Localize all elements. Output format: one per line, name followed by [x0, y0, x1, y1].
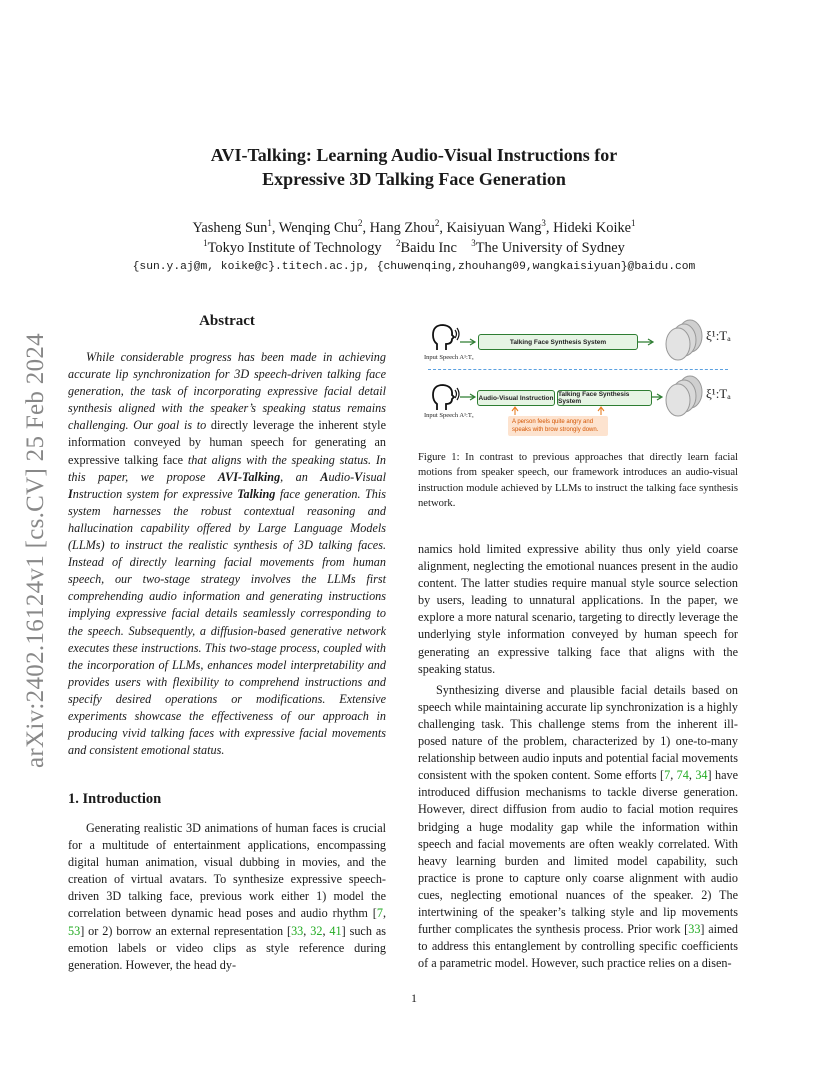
talking-face-system-box-bottom: Talking Face Synthesis System [557, 390, 652, 406]
output-expression-bottom: ξ¹:Tₐ [706, 386, 731, 401]
figure-1-caption: Figure 1: In contrast to previous approaches that directly learn facial motions from speaker speech, our framework introduces an audio-visual instruction module achieved by LLMs to instruct the talking face synthesis network. [418, 452, 738, 510]
author-emails: {sun.y.aj@m, koike@c}.titech.ac.jp, {chuwenqing,zhouhang09,wangkaisiyuan}@baidu.com [132, 261, 696, 273]
title-line-2: Expressive 3D Talking Face Generation [262, 169, 566, 189]
intro-paragraph-2: Synthesizing diverse and plausible facial details based on speech while maintaining accurate lip synchronization is a highly challenging task. This challenge stems from the inherent ill-posed nature of the problem, characterized by 1) one-to-many relationship between audio inputs and potential facial movements consistent with the spoken content. Some efforts [7, 74, 34] have introduced diffusion mechanisms to tackle diverse generation. However, direct diffusion from audio to facial motion requires bridging a huge modality gap while the information within speech and facial movements are often weakly correlated. With heavy learning burden and limited model capability, such practice is prone to capture only coarse alignment with audio cues, neglecting emotional nuances of the speaker. 2) The intertwining of the speaker’s talking style and lip movements further complicates the synthesis process. Prior work [33] aimed to address this entanglement by controlling specific coefficients of a parametric model. However, such practice relies on a disen- [418, 682, 739, 971]
abstract-heading: Abstract [199, 313, 255, 329]
abstract-text: While considerable progress has been made in achieving accurate lip synchronization for 3D speech-driven talking face generation, the task of incorporating expressive facial detail synthesis aligned with the speaker’s speaking status remains challenging. Our goal is to directly leverage the inherent style information conveyed by human speech for generating an expressive talking face that aligns with the speaking status. In this paper, we propose AVI-Talking, an Audio-Visual Instruction system for expressive Talking face generation. This system harnesses the robust contextual reasoning and hallucination capability offered by Large Language Models (LLMs) to instruct the realistic synthesis of 3D talking faces. Instead of directly learning facial movements from human speech, our two-stage strategy involves the LLMs first comprehending audio information and generating instructions implying expressive facial details seamlessly corresponding to the speech. Subsequently, a diffusion-based generative network executes these instructions. This two-stage process, coupled with the incorporation of LLMs, enhances model interpretability and provides users with flexibility to comprehend instructions and specify desired operations or modifications. Extensive experiments showcase the effectiveness of our approach in producing vivid talking faces with expressive facial movements and consistent emotional status. [68, 350, 387, 758]
instruction-example-note: A person feels quite angry and speaks with brow strongly down. [508, 416, 608, 436]
title-line-1: AVI-Talking: Learning Audio-Visual Instructions for [210, 145, 618, 165]
output-expression-top: ξ¹:Tₐ [706, 328, 731, 343]
arrow-up-icon [510, 406, 520, 416]
3d-face-mesh-icon [664, 370, 704, 420]
page-number: 1 [411, 991, 417, 1005]
figure-1 [418, 314, 738, 446]
introduction-body-right [418, 541, 738, 972]
arrow-icon [638, 338, 656, 346]
arrow-icon [460, 338, 478, 346]
arrow-icon [460, 393, 478, 401]
arrow-up-icon [596, 406, 606, 416]
speaker-head-icon [426, 380, 460, 414]
input-speech-label-top: Input Speech A¹:Tₐ [424, 354, 474, 361]
affiliation-list: $^1$Tokyo Institute of Technology $^2$Baidu Inc $^3$The University of Sydney [203, 238, 625, 256]
author-list: Yasheng Sun$^1$, Wenqing Chu$^2$, Hang Zhou$^2$, Kaisiyuan Wang$^3$, Hideki Koike$^1$ [192, 218, 636, 236]
paper-title [0, 143, 828, 191]
intro-paragraph-1-cont: namics hold limited expressive ability thus only yield coarse alignment, neglecting the emotional nuances present in the audio content. The latter studies require manual style source selection by users, leading to unnatural applications. In the paper, we explore a more natural scenario, targeting to directly leverage the underlying style information conveyed by human speech for generating an expressive talking face that aligns with the speaking status. [418, 542, 738, 676]
arrow-icon [651, 393, 665, 401]
author-block [0, 218, 828, 258]
speaker-head-icon [426, 320, 460, 354]
input-speech-label-bottom: Input Speech A¹:Tₐ [424, 412, 474, 419]
audio-visual-instruction-box: Audio-Visual Instruction [477, 390, 555, 406]
talking-face-system-box-top: Talking Face Synthesis System [478, 334, 638, 350]
arxiv-identifier: arXiv:2402.16124v1 [cs.CV] 25 Feb 2024 [22, 333, 49, 768]
abstract-body [68, 349, 386, 759]
intro-paragraph-1: Generating realistic 3D animations of human faces is crucial for a multitude of entertainment applications, encompassing digital human animation, visual dubbing in movies, and the creation of virtual avatars. To synthesize expressive speech-driven 3D talking face, previous work either 1) model the correlation between dynamic head poses and audio rhythm [7, 53] or 2) borrow an external representation [33, 32, 41] such as emotion labels or video clips as style reference during generation. However, the head dy- [68, 821, 387, 972]
3d-face-mesh-icon [664, 314, 704, 364]
introduction-body-left [68, 820, 386, 974]
introduction-heading: 1. Introduction [68, 791, 162, 807]
